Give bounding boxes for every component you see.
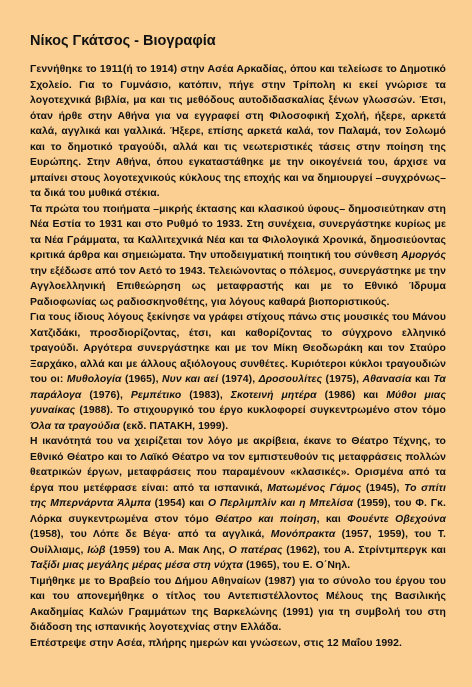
biography-text bbox=[30, 62, 446, 651]
text-run: Η ικανότητά του να χειρίζεται τον λόγο με ακρίβεια, έκανε το Θέατρο Τέχνης, το Εθνικό Θέατρο και το Λαϊκό Θέατρο να τον εμπιστευθούν τις μεταφράσεις πολλών θεατρικών έργων, μεταφράσεις που παραμένουν «κλασικές». Ορισμένα από τα έργα που μετέφρασε είναι: από τα ισπανικά, bbox=[30, 436, 446, 494]
paragraph bbox=[30, 636, 446, 652]
italic-title: Αμοργός bbox=[401, 250, 446, 261]
text-run: και bbox=[411, 374, 434, 385]
text-run: , και bbox=[316, 513, 348, 525]
italic-title: Τα παράλογα bbox=[30, 374, 446, 401]
paragraph bbox=[30, 434, 446, 574]
italic-title: Ιώβ bbox=[87, 544, 106, 556]
text-run: Γεννήθηκε το 1911(ή το 1914) στην Ασέα Αρκαδίας, όπου και τελείωσε το Δημοτικό Σχολείο. Για το Γυμνάσιο, κατόπιν, πήγε στην Τρίπολη κι εκεί γνώρισε τα λογοτεχνικά βιβλία, μα και τις μεθόδους αυτοδιδασκαλίας ξένων γλωσσών. Έτσι, όταν ήρθε στην Αθήνα για να εγγραφεί στη Φιλοσοφική Σχολή, ήξερε, αρκετά καλά, αγγλικά και γαλλικά. Ήξερε, επίσης αρκετά καλά, τον Παλαμά, τον Σολωμό και το δημοτικό τραγούδι, αλλά και τις νεωτεριστικές τάσεις στην ποίηση της Ευρώπης. Στην Αθήνα, όπου εγκαταστάθηκε με την οικογένειά του, άρχισε να μπαίνει στους λογοτεχνικούς κύκλους της εποχής και να δημιουργεί –συγχρόνως– τα δικά του μυθικά στέκια. bbox=[30, 64, 446, 199]
text-run: (1983), bbox=[181, 389, 231, 401]
italic-title: Ταξίδι μιας μεγάλης μέρας μέσα στη νύχτα bbox=[30, 560, 243, 571]
text-run: (1957, 1959), του Τ. Ουίλλιαμς, bbox=[30, 529, 447, 556]
text-run: (1965), του Ε. Ο΄Νηλ. bbox=[242, 560, 351, 571]
text-run: (1986) και bbox=[316, 389, 387, 401]
text-run: Τιμήθηκε με το Βραβείο του Δήμου Αθηναίων (1987) για το σύνολο του έργου του και του απονεμήθηκε ο τίτλος του Αντεπιστέλλοντος Μέλους της Βασιλικής Ακαδημίας Καλών Γραμμάτων της Βαρκελώνης (1991) για τη συμβολή του στη διάδοση της ισπανικής λογοτεχνίας στην Ελλάδα. bbox=[30, 575, 446, 633]
text-run: Επέστρεψε στην Ασέα, πλήρης ημερών και γνώσεων, στις 12 Μαΐου 1992. bbox=[30, 637, 403, 649]
text-run: (εκδ. ΠΑΤΑΚΗ, 1999). bbox=[119, 420, 229, 432]
paragraph bbox=[30, 62, 446, 202]
text-run: (1962), του Α. Στρίντμπεργκ και bbox=[282, 544, 446, 556]
text-run: (1974), bbox=[218, 374, 259, 385]
page-title: Νίκος Γκάτσος - Βιογραφία bbox=[30, 33, 216, 49]
text-run: (1954) και bbox=[150, 498, 208, 509]
italic-title: Νυν και αεί bbox=[161, 374, 219, 385]
italic-title: Σκοτεινή μητέρα bbox=[230, 389, 317, 401]
italic-title: Δροσουλίτες bbox=[258, 374, 323, 385]
italic-title: Αθανασία bbox=[362, 374, 412, 385]
paragraph bbox=[30, 310, 446, 434]
italic-title: Ματωμένος Γάμος bbox=[267, 482, 362, 494]
text-run: (1959), του Φ. Γκ. Λόρκα συγκεντρωμένα στον τόμο bbox=[30, 498, 446, 525]
italic-title: Θέατρο και ποίηση bbox=[215, 513, 317, 525]
text-run: Τα πρώτα του ποιήματα –μικρής έκτασης και κλασικού ύφους– δημοσιεύτηκαν στη Νέα Εστία το 1931 και στο Ρυθμό το 1933. Στη συνέχεια, συνεργάστηκε κυρίως με τα Νέα Γράμματα, τα Καλλιτεχνικά Νέα και τα Φιλολογικά Χρονικά, δημοσιεύοντας κριτικά άρθρα και σημειώματα. Την υποδειγματική ποιητική του σύνθεση bbox=[30, 203, 446, 261]
italic-title: Μυθολογία bbox=[66, 374, 122, 385]
text-run: την εξέδωσε από τον Αετό το 1943. Τελειώνοντας ο πόλεμος, συνεργάστηκε με την Αγγλοελληνική Επιθεώρηση ως μεταφραστής και με το Εθνικό Ίδρυμα Ραδιοφωνίας ως ραδιοσκηνοθέτης, για λόγους καθαρά βιοποριστικούς. bbox=[30, 265, 446, 308]
italic-title: Ο πατέρας bbox=[228, 544, 283, 556]
text-run: (1959) του Α. Μακ Λης, bbox=[105, 544, 229, 556]
italic-title: Φουέντε Οβεχούνα bbox=[347, 513, 447, 525]
text-run: (1945), bbox=[361, 482, 405, 494]
paragraph bbox=[30, 574, 446, 636]
italic-title: Μονόπρακτα bbox=[270, 529, 336, 540]
italic-title: Το σπίτι της Μπερνάρντα Άλμπα bbox=[30, 482, 446, 509]
text-run: (1975), bbox=[322, 374, 363, 385]
text-run: Για τους ίδιους λόγους ξεκίνησε να γράφει στίχους πάνω στις μουσικές του Μάνου Χατζιδάκι, προσδιορίζοντας, έτσι, και καθορίζοντας το σύγχρονο ελληνικό τραγούδι. Αργότερα συνεργάστηκε και με τον Μίκη Θεοδωράκη και τον Σταύρο Ξαρχάκο, αλλά και με άλλους αξιόλογους συνθέτες. Κυριότεροι κύκλοι τραγουδιών του οι: bbox=[30, 312, 446, 385]
paragraph bbox=[30, 202, 446, 311]
italic-title: Ρεμπέτικο bbox=[130, 389, 182, 401]
italic-title: Όλα τα τραγούδια bbox=[30, 420, 120, 432]
text-run: (1988). Το στιχουργικό του έργο κυκλοφορεί συγκεντρωμένο στον τόμο bbox=[75, 405, 446, 416]
text-run: (1965), bbox=[121, 374, 162, 385]
text-run: (1958), του Λόπε δε Βέγα· από τα αγγλικά, bbox=[30, 529, 271, 540]
italic-title: Μύθοι μιας γυναίκας bbox=[30, 389, 446, 416]
italic-title: Ο Περλιμπλίν και η Μπελίσα bbox=[207, 498, 354, 509]
text-run: (1976), bbox=[81, 389, 131, 401]
